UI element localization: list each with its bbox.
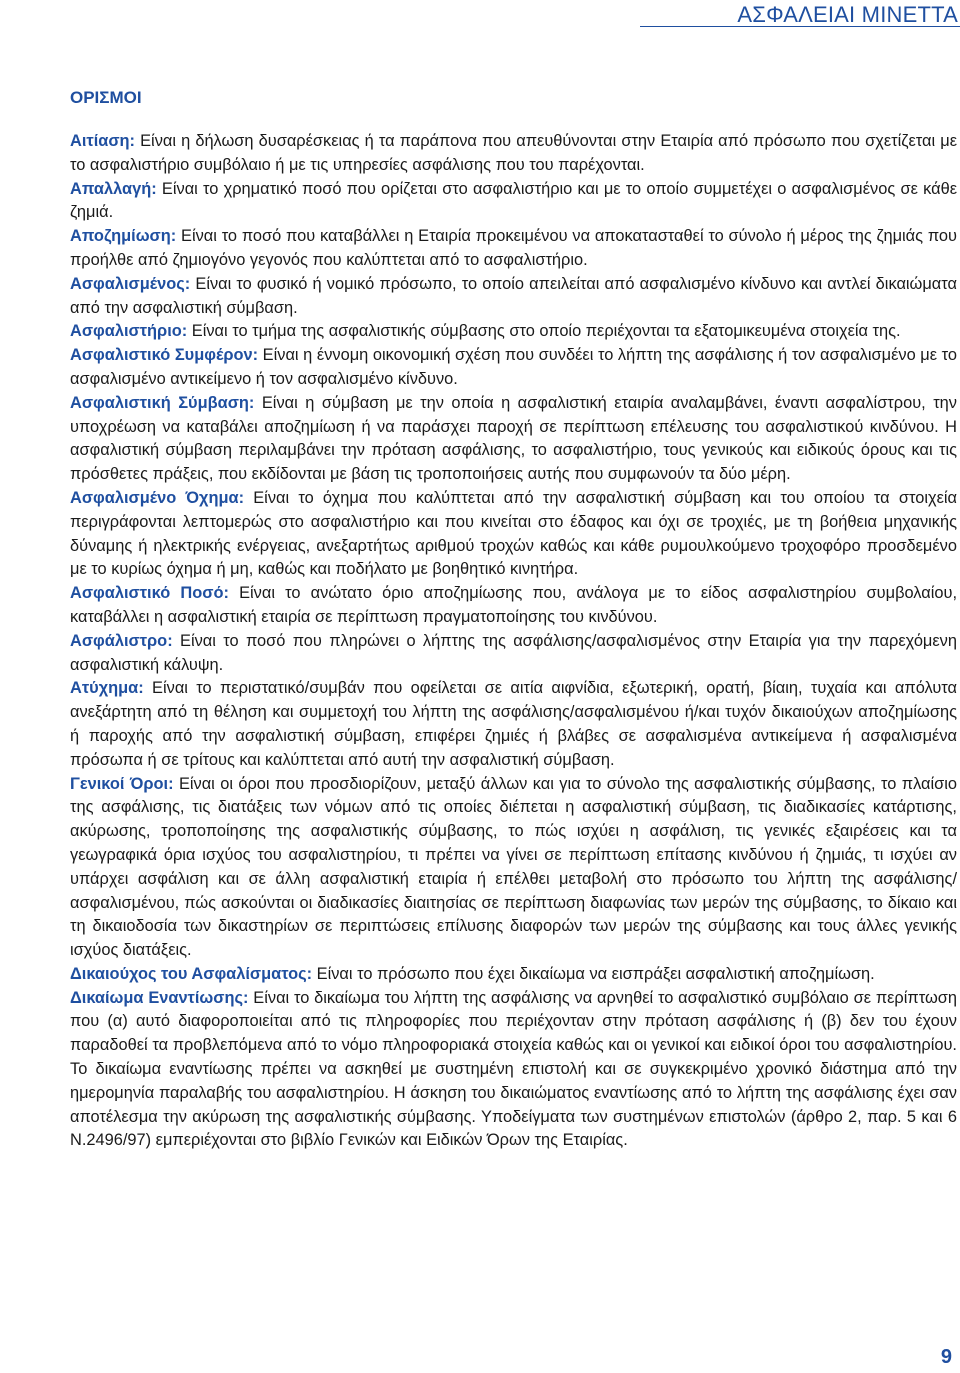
definition-term: Ατύχημα: [70, 679, 144, 698]
definition-text: Είναι το περιστατικό/συμβάν που οφείλεται σε αιτία αιφνίδια, εξωτερική, ορατή, βίαιη, τυχαία και απόλυτα ανεξάρτητη από τη θέληση και συμμετοχή του λήπτη της ασφάλισης/ασφαλισμένου ή/και τυχόν δικαιούχων αποζημίωσης ή παροχής από την ασφαλιστική σύμβαση, επιφέρει ζημιές ή βλάβες σε ασφαλισμένα αντικείμενα ή ασφαλισμένα πρόσωπα ή σε τρίτους και καλύπτεται από αυτή την ασφαλιστική σύμβαση. [70, 679, 957, 769]
definition-text: Είναι η σύμβαση με την οποία η ασφαλιστική εταιρία αναλαμβάνει, έναντι ασφαλίστρου, την υποχρέωση να καταβάλει αποζημίωση ή να παράσχει παροχή σε περίπτωση επέλευσης του ασφαλιστικού κινδύνου. Η ασφαλιστική σύμβαση περιλαμβάνει την πρόταση ασφάλισης, το ασφαλιστήριο, τους γενικούς και ειδικούς όρους και τις πρόσθετες πράξεις, που εκδίδονται με βάση τις τροποποιήσεις αυτής που συμφωνούν τα δύο μέρη. [70, 393, 957, 484]
definition-term: Γενικοί Όροι: [70, 774, 174, 793]
definition-text: Είναι το όχημα που καλύπτεται από την ασφαλιστική σύμβαση και του οποίου τα στοιχεία περιγράφονται λεπτομερώς στο ασφαλιστήριο και που κινείται στο έδαφος και όχι σε τροχιές, με τη βοήθεια μηχανικής δύναμης ή ηλεκτρικής ενέργειας, ανεξαρτήτως αριθμού τροχών καθώς και κάθε ρυμουλκούμενο τροχοφόρο προσδεμένο με το κυρίως όχημα ή μη, καθώς και ποδήλατο με βοηθητικό κινητήρα. [70, 488, 957, 579]
definition-term: Αιτίαση: [70, 132, 136, 150]
definition-asfalistiki-symvasi [70, 392, 957, 487]
document-header-title: ΑΣΦΑΛΕΙΑΙ ΜΙΝΕΤΤΑ [737, 2, 958, 27]
definition-text: Είναι η δήλωση δυσαρέσκειας ή τα παράπονα που απευθύνονται στην Εταιρία από πρόσωπο που σχετίζεται με το ασφαλιστήριο συμβόλαιο ή με τις υπηρεσίες ασφάλισης που του παρέχονται. [70, 132, 957, 174]
definition-term: Ασφαλισμένο Όχημα: [70, 488, 245, 507]
definition-term: Αποζημίωση: [70, 227, 177, 246]
definition-aitiasi [70, 130, 957, 178]
definition-genikoi-oroi [70, 773, 957, 963]
definition-text: Είναι το τμήμα της ασφαλιστικής σύμβασης στο οποίο περιέχονται τα εξατομικευμένα στοιχεία της. [187, 322, 901, 341]
definition-text: Είναι οι όροι που προσδιορίζουν, μεταξύ άλλων και για το σύνολο της ασφαλιστικής σύμβασης, το πλαίσιο της ασφάλισης, τις διατάξεις των νόμων από τις οποίες διέπεται η ασφαλιστική σύμβαση, τις διαδικασίες κατάρτισης, ακύρωσης, τροποποίησης της ασφαλιστικής σύμβασης, το πώς ισχύει η ασφάλιση, τις γενικές εξαιρέσεις και τα γεωγραφικά όρια ισχύος του ασφαλιστηρίου, τι πρέπει να γίνει σε περίπτωση επίτασης κινδύνου ή ζημιάς, τι ισχύει αν υπάρχει ασφάλιση και σε άλλη ασφαλιστική εταιρία ή επέλθει μεταβολή στο πρόσωπο του λήπτη της ασφάλισης/ασφαλισμένου, πώς ασκούνται οι διαδικασίες διαιτησίας σε περίπτωση διαφωνίας των μερών της σύμβασης, το δίκαιο και τη δικαιοδοσία των δικαστηρίων σε περιπτώσεις επίλυσης διαφορών των μερών της σύμβασης και τους άλλες γενικής ισχύος διατάξεις. [70, 774, 958, 960]
definition-term: Ασφάλιστρο: [70, 631, 173, 650]
page-number: 9 [940, 1346, 952, 1368]
definition-asfalistiko-symferon [70, 344, 957, 392]
definition-term: Ασφαλιστικό Ποσό: [70, 584, 229, 603]
definition-text: Είναι το ποσό που καταβάλλει η Εταιρία προκειμένου να αποκατασταθεί το σύνολο ή μέρος της ζημιάς που προήλθε από ζημιογόνο γεγονός που καλύπτεται από το ασφαλιστήριο. [70, 227, 957, 269]
definition-text: Είναι το ανώτατο όριο αποζημίωσης που, ανάλογα με το είδος ασφαλιστηρίου συμβολαίου, καταβάλλει η ασφαλιστική εταιρία σε περίπτωση πραγματοποίησης του κινδύνου. [70, 584, 957, 626]
definition-text: Είναι το ποσό που πληρώνει ο λήπτης της ασφάλισης/ασφαλισμένος στην Εταιρία για την παρεχόμενη ασφαλιστική κάλυψη. [70, 631, 957, 674]
definition-term: Ασφαλισμένος: [70, 274, 191, 293]
definition-atyxima [70, 677, 957, 772]
definition-asfalistiko-poso [70, 582, 957, 630]
definition-asfalistro [70, 630, 957, 678]
definition-asfalismenos [70, 273, 957, 321]
definition-text: Είναι το χρηματικό ποσό που ορίζεται στο ασφαλιστήριο και με το οποίο συμμετέχει ο ασφαλισμένος σε κάθε ζημιά. [70, 179, 957, 222]
definition-term: Απαλλαγή: [70, 179, 157, 198]
definition-text: Είναι το φυσικό ή νομικό πρόσωπο, το οποίο απειλείται από ασφαλισμένο κίνδυνο και αντλεί δικαιώματα από την ασφαλιστική σύμβαση. [70, 274, 957, 317]
section-heading: ΟΡΙΣΜΟΙ [70, 88, 142, 107]
definition-apozimiosi [70, 225, 957, 273]
definition-text: Είναι η έννομη οικονομική σχέση που συνδέει το λήπτη της ασφάλισης ή τον ασφαλισμένο με το ασφαλισμένο αντικείμενο ή τον ασφαλισμένο κίνδυνο. [70, 346, 958, 388]
definition-dikaiouxos [70, 963, 957, 987]
definition-asfalismeno-oxima [70, 487, 957, 582]
definitions-list [70, 130, 957, 1153]
definition-term: Ασφαλιστικό Συμφέρον: [70, 346, 259, 365]
definition-text: Είναι το δικαίωμα του λήπτη της ασφάλισης να αρνηθεί το ασφαλιστικό συμβόλαιο σε περίπτωση που (α) αυτό διαφοροποιείται από τις πληροφορίες που περιέχονταν στην πρόταση ασφάλισης ή (β) δεν του έχουν παραδοθεί τα προβλεπόμενα από το νόμο πληροφοριακά στοιχεία καθώς και οι γενικοί και ειδικοί όροι του ασφαλιστηρίου. Το δικαίωμα εναντίωσης πρέπει να ασκηθεί με συστημένη επιστολή και σε συγκεκριμένο χρονικό διάστημα από την ημερομηνία παραλαβής του ασφαλιστηρίου. Η άσκηση του δικαιώματος εναντίωσης από το λήπτη της ασφάλισης έχει σαν αποτέλεσμα την ακύρωση της ασφαλιστικής σύμβασης. Υποδείγματα των συστημένων επιστολών (άρθρο 2, παρ. 5 και 6 Ν.2496/97) εμπεριέχονται στο βιβλίο Γενικών και Ειδικών Όρων της Εταιρίας. [70, 988, 957, 1150]
definition-term: Ασφαλιστήριο: [70, 322, 188, 341]
definition-apallagi [70, 178, 957, 226]
definition-term: Δικαίωμα Εναντίωσης: [70, 988, 249, 1007]
definition-dikaioma-enantiosis [70, 987, 957, 1154]
definition-term: Ασφαλιστική Σύμβαση: [70, 393, 255, 412]
definition-text: Είναι το πρόσωπο που έχει δικαίωμα να εισπράξει ασφαλιστική αποζημίωση. [312, 964, 875, 983]
definition-term: Δικαιούχος του Ασφαλίσματος: [70, 964, 313, 983]
definition-asfalistirio [70, 320, 957, 344]
